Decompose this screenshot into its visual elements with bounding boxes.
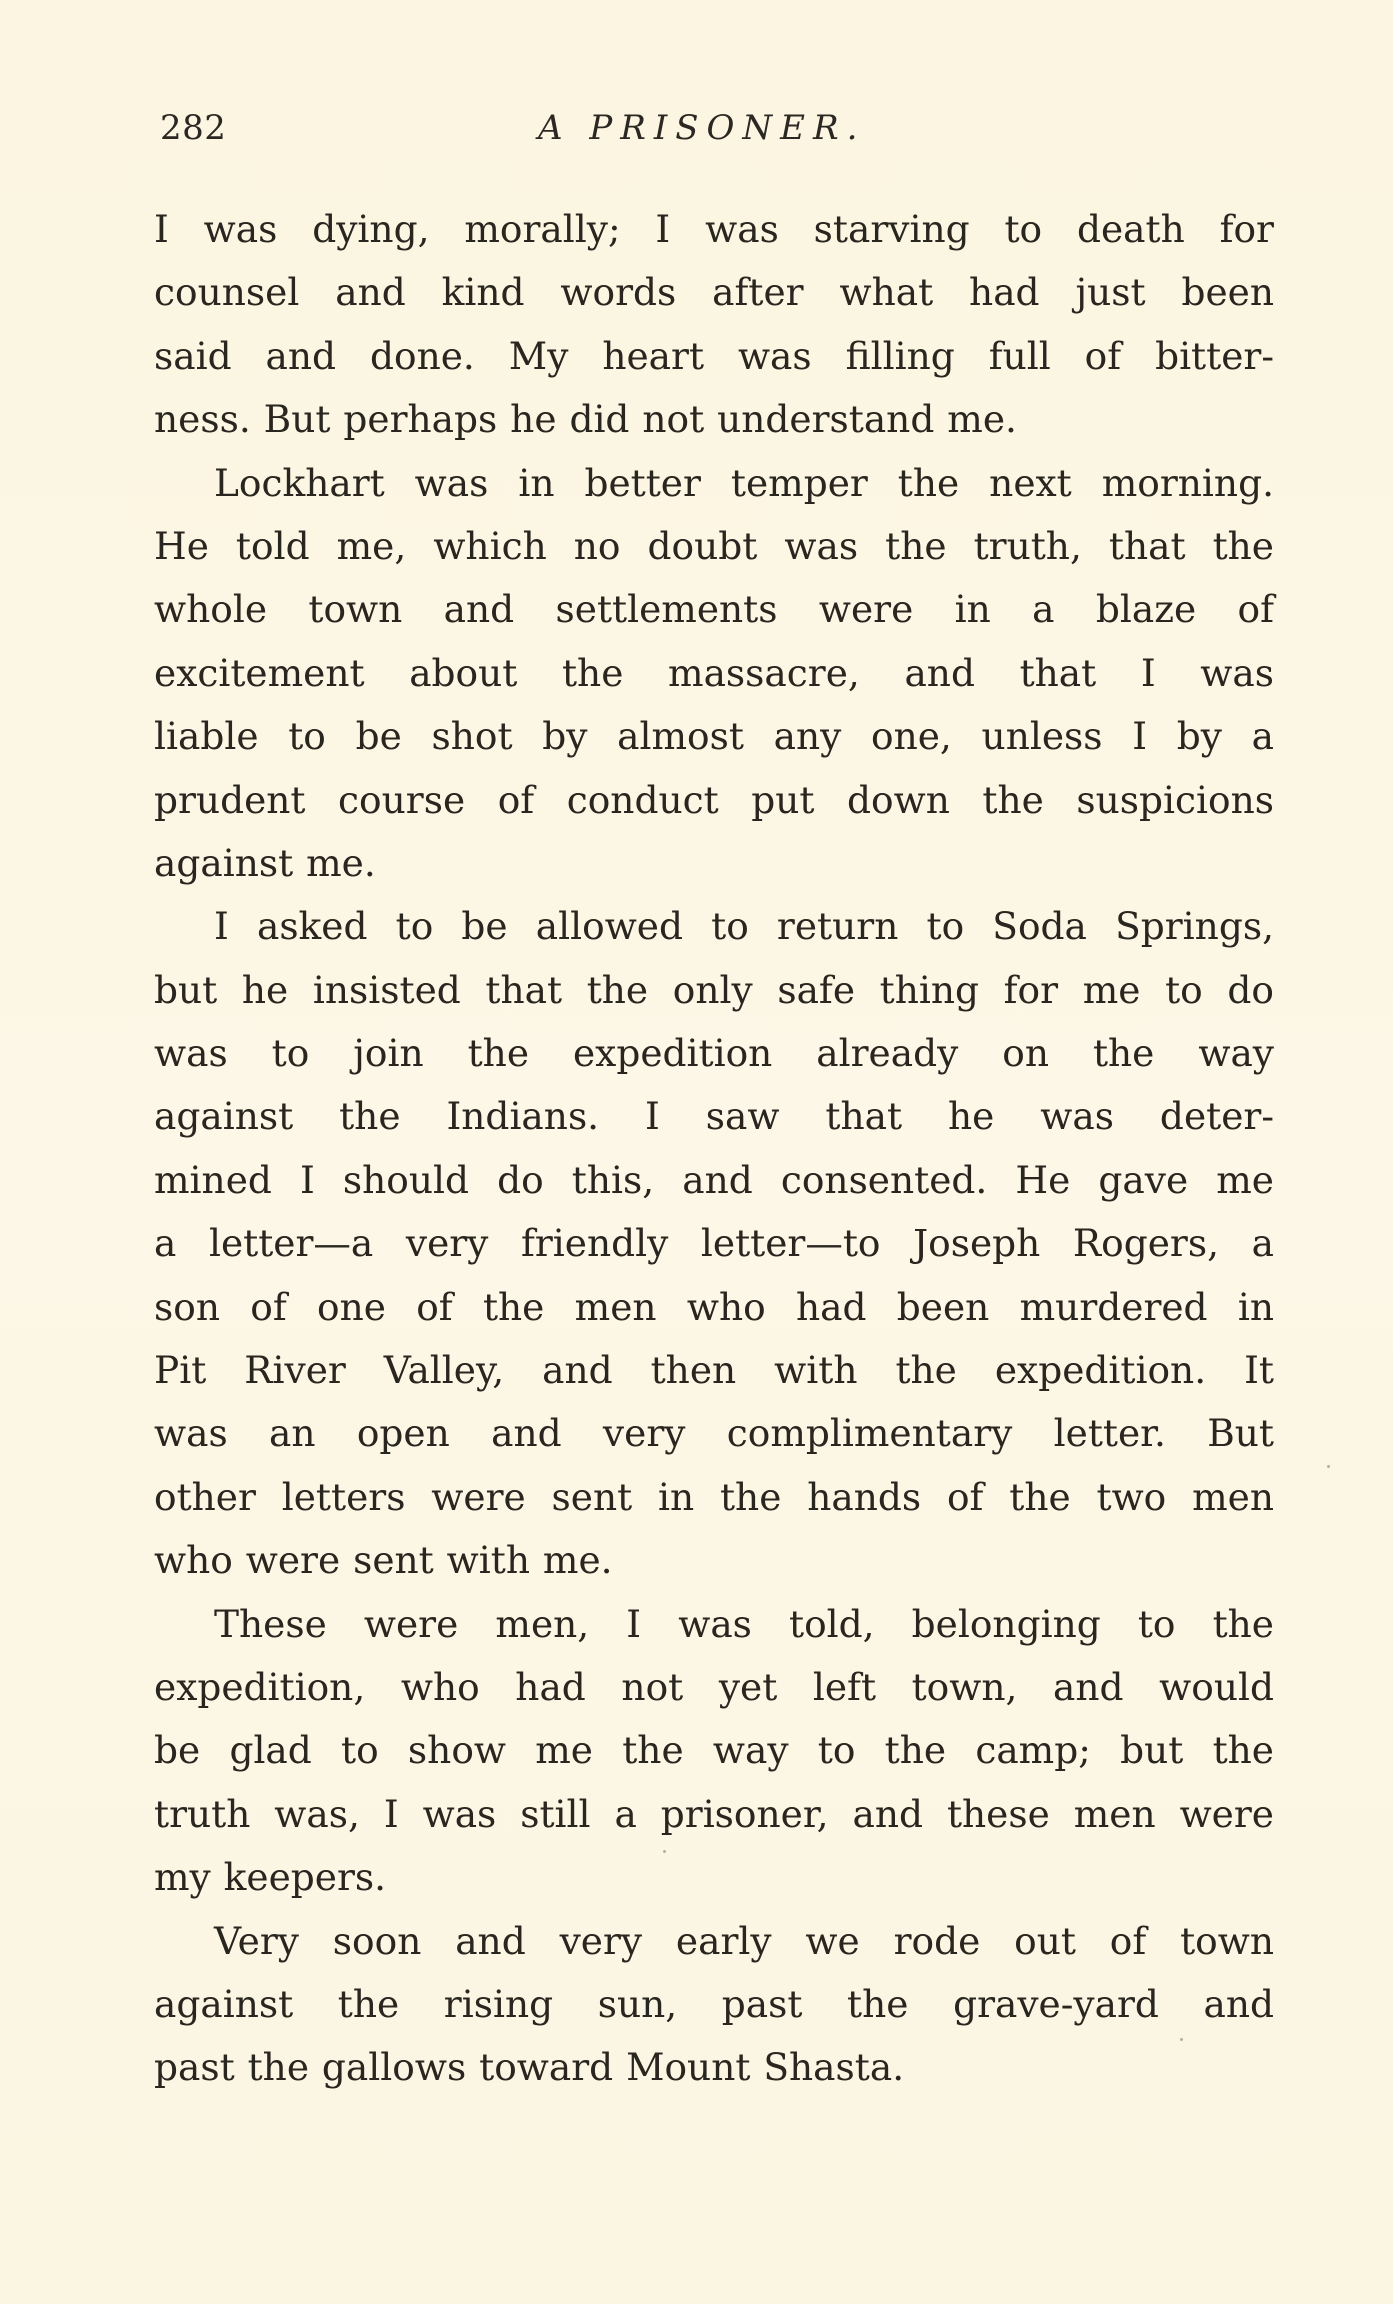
- text-line: prudent course of conduct put down the suspicions: [154, 777, 1274, 822]
- text-line: expedition, who had not yet left town, and would: [154, 1664, 1274, 1709]
- paper-speck: [663, 1850, 666, 1853]
- text-line: mined I should do this, and consented. He gave me: [154, 1157, 1274, 1202]
- text-line: be glad to show me the way to the camp; but the: [154, 1728, 1274, 1773]
- text-line: against me.: [154, 840, 376, 885]
- text-line: but he insisted that the only safe thing for me to do: [154, 967, 1274, 1012]
- text-line: liable to be shot by almost any one, unless I by a: [154, 714, 1274, 759]
- text-line: said and done. My heart was filling full of bitter-: [154, 333, 1274, 378]
- text-line: other letters were sent in the hands of the two men: [154, 1474, 1274, 1519]
- text-line: He told me, which no doubt was the truth, that the: [154, 523, 1274, 568]
- text-line: excitement about the massacre, and that I was: [154, 650, 1274, 695]
- text-line: against the rising sun, past the grave-yard and: [154, 1981, 1274, 2026]
- text-line: was an open and very complimentary letter. But: [154, 1411, 1274, 1456]
- text-line: a letter—a very friendly letter—to Joseph Rogers, a: [154, 1221, 1274, 1266]
- page-number: 282: [160, 108, 227, 148]
- text-line: who were sent with me.: [154, 1538, 613, 1583]
- text-line: Very soon and very early we rode out of town: [214, 1918, 1274, 1963]
- text-line: past the gallows toward Mount Shasta.: [154, 2045, 905, 2090]
- text-line: Pit River Valley, and then with the expedition. It: [154, 1348, 1274, 1393]
- text-line: my keepers.: [154, 1855, 387, 1900]
- page-header: [160, 108, 1260, 158]
- text-line: son of one of the men who had been murdered in: [154, 1284, 1274, 1329]
- paper-speck: [1327, 1465, 1330, 1468]
- text-line: Lockhart was in better temper the next morning.: [214, 460, 1274, 505]
- body-text: [154, 198, 1274, 2100]
- running-head: A PRISONER.: [538, 108, 866, 148]
- text-line: ness. But perhaps he did not understand me.: [154, 397, 1017, 442]
- text-line: whole town and settlements were in a blaze of: [154, 587, 1274, 632]
- text-line: These were men, I was told, belonging to the: [214, 1601, 1274, 1646]
- text-line: was to join the expedition already on the way: [154, 1031, 1274, 1076]
- text-line: counsel and kind words after what had just been: [154, 270, 1274, 315]
- text-line: truth was, I was still a prisoner, and these men were: [154, 1791, 1274, 1836]
- text-line: against the Indians. I saw that he was deter-: [154, 1094, 1274, 1139]
- paper-speck: [1180, 2038, 1183, 2041]
- text-line: I was dying, morally; I was starving to death for: [154, 207, 1274, 251]
- text-line: I asked to be allowed to return to Soda Springs,: [214, 904, 1274, 949]
